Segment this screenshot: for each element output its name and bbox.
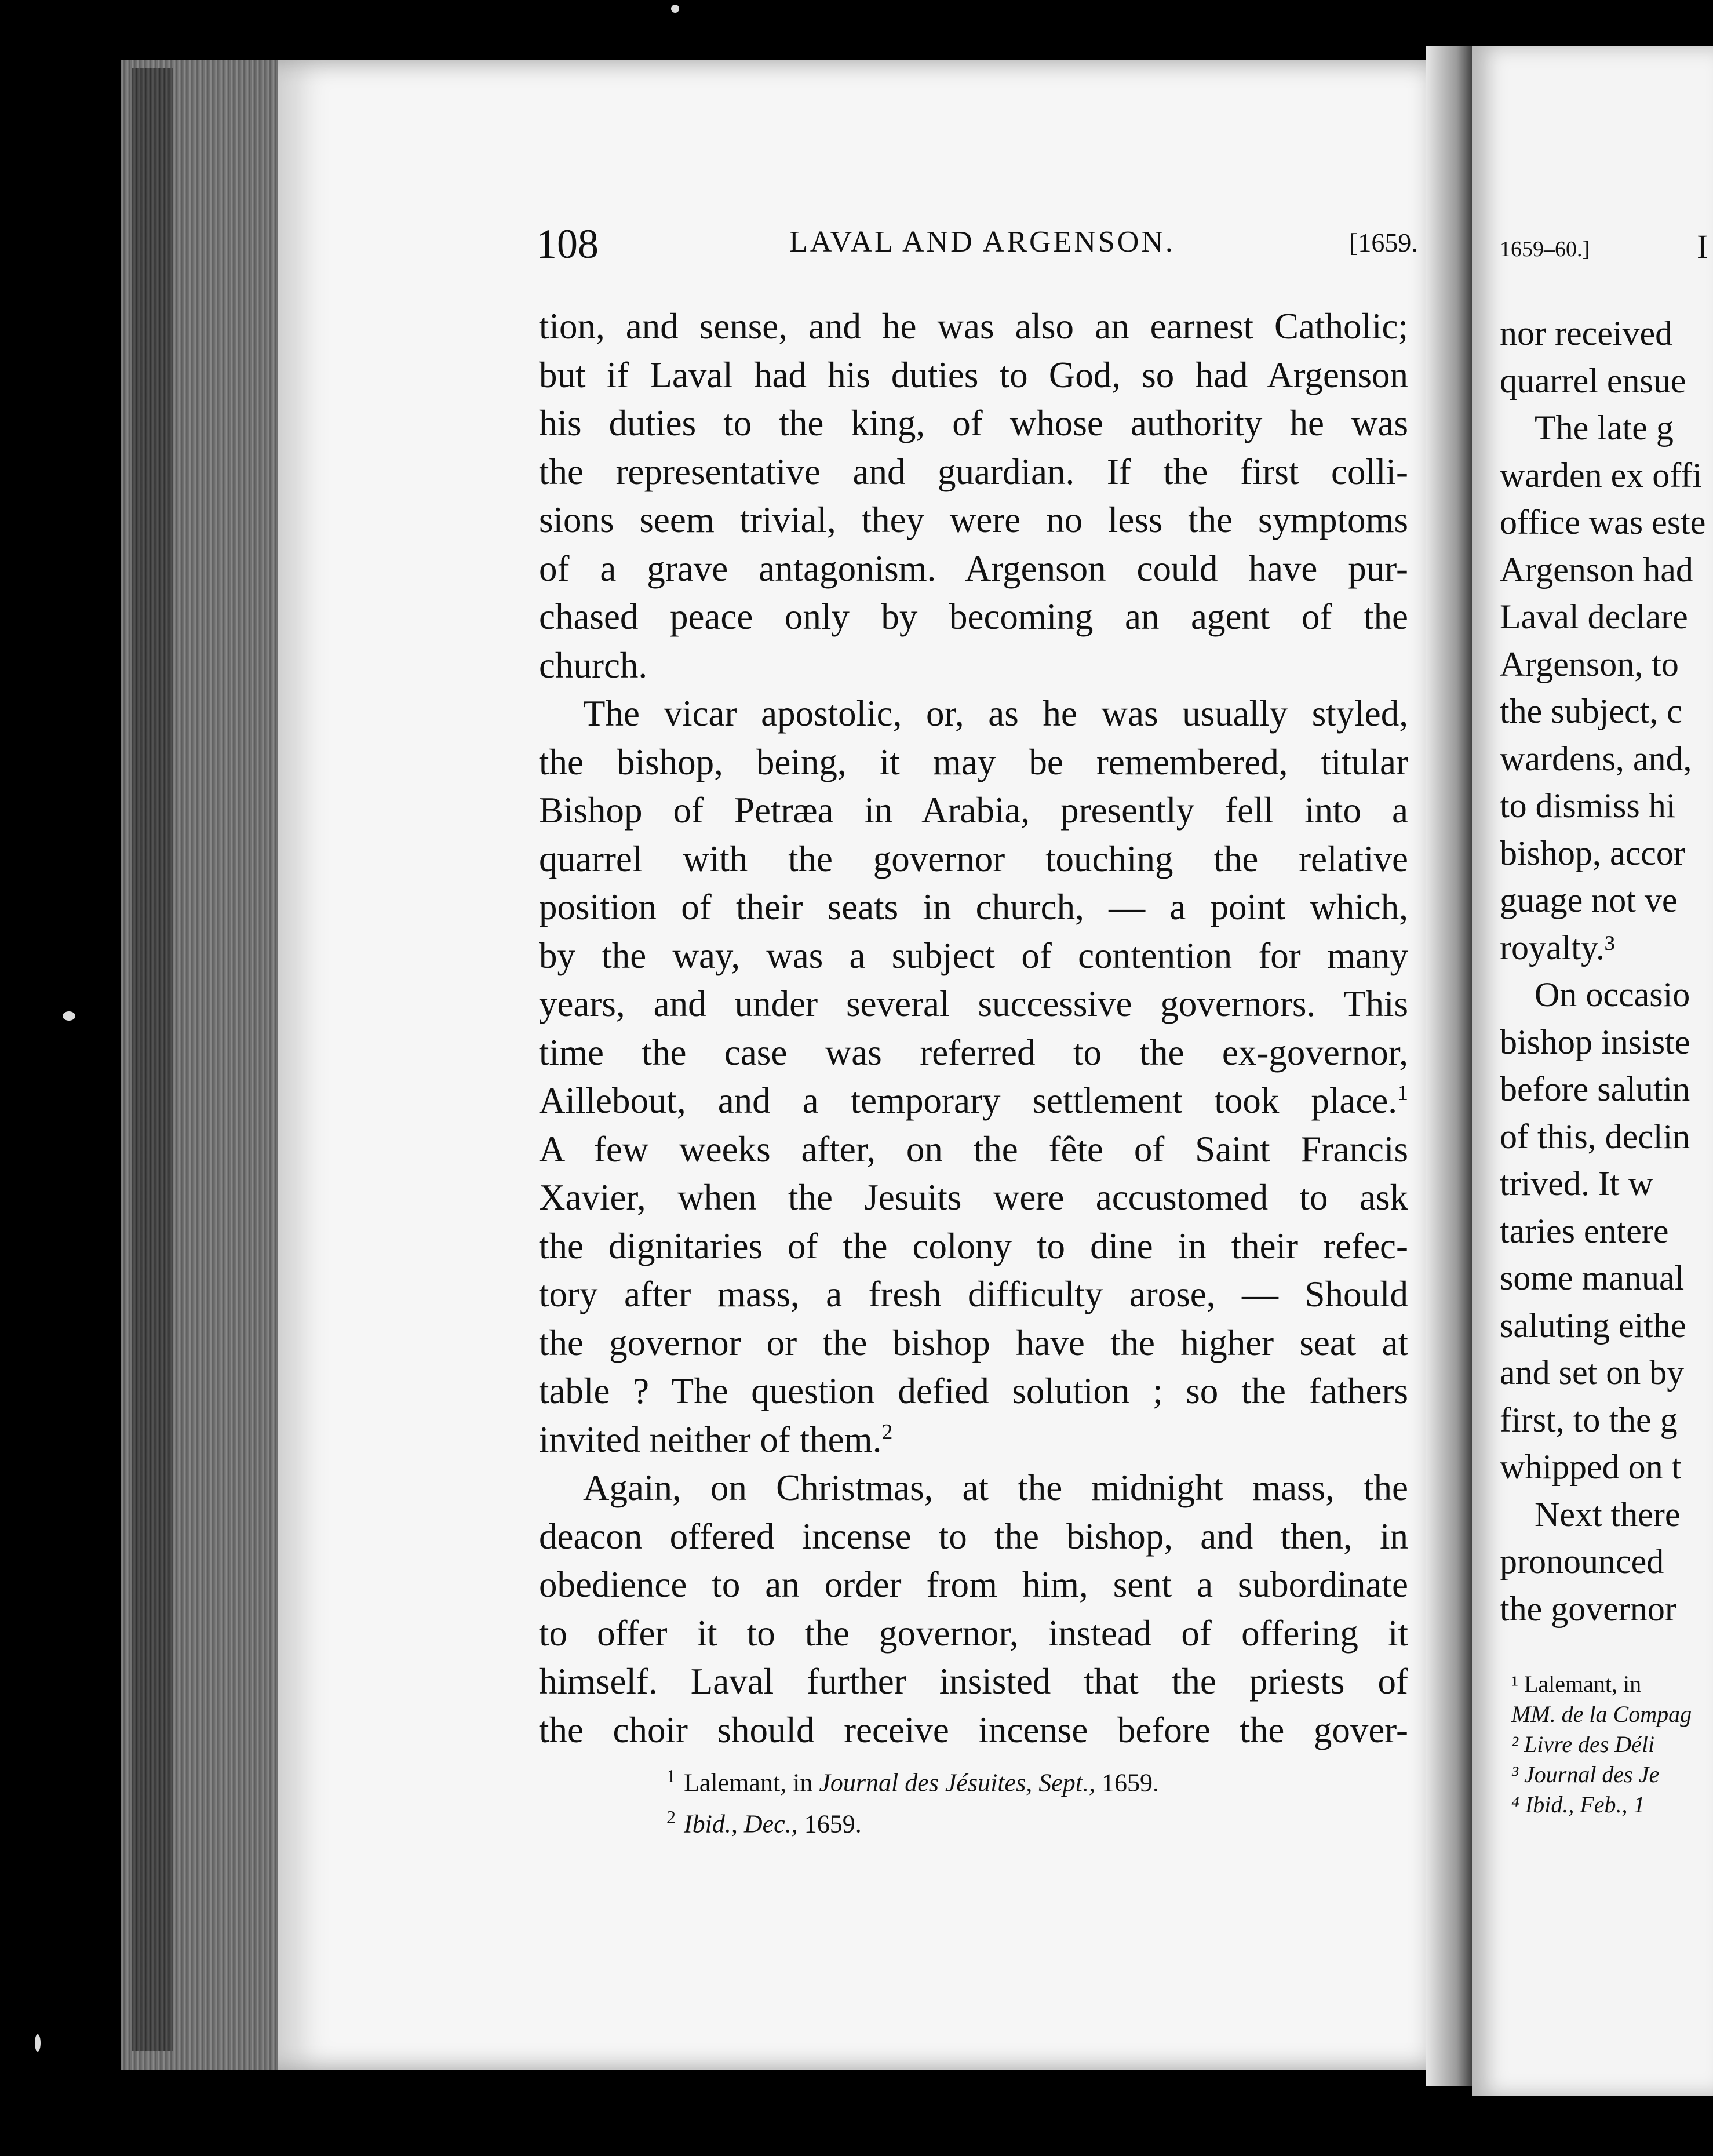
right-page-title-fragment: I bbox=[1697, 228, 1708, 265]
text-line: table ? The question defied solution ; so the fathers bbox=[539, 1371, 1408, 1411]
text-line: of this, declin bbox=[1500, 1117, 1690, 1156]
left-page-body bbox=[539, 303, 1408, 1754]
text-line: tory after mass, a fresh difficulty arose, — Should bbox=[539, 1274, 1408, 1314]
text-line: Aillebout, and a temporary settlement took place. bbox=[539, 1080, 1397, 1121]
text-line: Argenson had bbox=[1500, 550, 1693, 589]
text-line: himself. Laval further insisted that the priests of bbox=[539, 1661, 1408, 1702]
text-line: his duties to the king, of whose authority he was bbox=[539, 403, 1408, 443]
footnote-year: 1659. bbox=[1095, 1768, 1159, 1797]
page-number: 108 bbox=[536, 221, 599, 267]
text-line: nor received bbox=[1500, 314, 1673, 352]
footnote bbox=[666, 1759, 1362, 1800]
text-line: Next there bbox=[1535, 1495, 1681, 1534]
text-line: taries entere bbox=[1500, 1211, 1669, 1250]
text-line: quarrel ensue bbox=[1500, 361, 1686, 400]
text-line: bishop insiste bbox=[1500, 1022, 1690, 1061]
text-line: sions seem trivial, they were no less the symptoms bbox=[539, 500, 1408, 540]
text-line: saluting eithe bbox=[1500, 1306, 1686, 1345]
scan-speck bbox=[63, 1011, 75, 1021]
text-line: obedience to an order from him, sent a subordinate bbox=[539, 1564, 1408, 1605]
text-line: invited neither of them. bbox=[539, 1419, 882, 1460]
right-page-footnotes bbox=[1511, 1669, 1692, 1820]
text-line: to dismiss hi bbox=[1500, 786, 1676, 825]
text-line: position of their seats in church, — a point which, bbox=[539, 887, 1408, 927]
text-line: warden ex offi bbox=[1500, 456, 1702, 494]
right-page-header: 1659–60.] bbox=[1500, 237, 1590, 261]
footnote bbox=[666, 1800, 1362, 1841]
text-line: the choir should receive incense before the gover- bbox=[539, 1709, 1408, 1750]
text-line: Argenson, to bbox=[1500, 644, 1679, 683]
text-line: but if Laval had his duties to God, so had Argenson bbox=[539, 354, 1408, 395]
text-line-with-note bbox=[539, 1416, 1408, 1465]
text-line: Again, on Christmas, at the midnight mass, the bbox=[583, 1467, 1408, 1508]
text-line: the governor bbox=[1500, 1589, 1676, 1628]
footnote-source: Ibid., Dec., bbox=[684, 1809, 798, 1838]
right-page-body bbox=[1500, 310, 1705, 1633]
text-line: The late g bbox=[1535, 409, 1674, 447]
footnotes bbox=[666, 1759, 1362, 1841]
text-line: years, and under several successive governors. This bbox=[539, 984, 1408, 1024]
text-line: Laval declare bbox=[1500, 598, 1688, 636]
text-line: deacon offered incense to the bishop, and then, in bbox=[539, 1516, 1408, 1557]
text-line: some manual bbox=[1500, 1259, 1685, 1297]
footnote: ⁴ Ibid., Feb., 1 bbox=[1511, 1791, 1645, 1818]
text-line: the bishop, being, it may be remembered, titular bbox=[539, 741, 1408, 782]
header-year: [1659. bbox=[1349, 228, 1418, 257]
text-line: the dignitaries of the colony to dine in their refec- bbox=[539, 1225, 1408, 1266]
text-line: time the case was referred to the ex-governor, bbox=[539, 1032, 1408, 1073]
text-line: guage not ve bbox=[1500, 881, 1678, 919]
text-line: church. bbox=[539, 644, 648, 686]
text-line: the subject, c bbox=[1500, 692, 1682, 730]
footnote-text: Lalemant, in bbox=[684, 1768, 819, 1797]
footnote-number: 1 bbox=[666, 1765, 676, 1786]
text-line: A few weeks after, on the fête of Saint Francis bbox=[539, 1128, 1408, 1170]
footnote-number: 2 bbox=[666, 1806, 676, 1827]
note-reference: 1 bbox=[1397, 1081, 1408, 1105]
text-line: royalty.³ bbox=[1500, 928, 1616, 967]
text-line: chased peace only by becoming an agent of the bbox=[539, 596, 1408, 637]
text-line: Xavier, when the Jesuits were accustomed to ask bbox=[539, 1177, 1408, 1218]
text-line: and set on by bbox=[1500, 1353, 1685, 1392]
text-line: to offer it to the governor, instead of offering it bbox=[539, 1612, 1408, 1654]
text-line: tion, and sense, and he was also an earnest Catholic; bbox=[539, 306, 1408, 347]
text-line: first, to the g bbox=[1500, 1400, 1678, 1439]
text-line: The vicar apostolic, or, as he was usually styled, bbox=[583, 693, 1408, 734]
text-line-with-note bbox=[539, 1077, 1408, 1126]
footnote: ¹ Lalemant, in bbox=[1511, 1671, 1642, 1697]
text-line: whipped on t bbox=[1500, 1448, 1682, 1486]
text-line: of a grave antagonism. Argenson could have pur- bbox=[539, 548, 1408, 589]
text-line: pronounced bbox=[1500, 1542, 1664, 1580]
text-line: Bishop of Petræa in Arabia, presently fell into a bbox=[539, 790, 1408, 831]
text-line: the governor or the bishop have the higher seat at bbox=[539, 1322, 1408, 1363]
text-line: office was este bbox=[1500, 503, 1706, 541]
scan-speck bbox=[671, 5, 679, 13]
text-line: the representative and guardian. If the first colli- bbox=[539, 451, 1408, 492]
running-title: LAVAL AND ARGENSON. bbox=[789, 225, 1175, 258]
book-gutter bbox=[1426, 46, 1478, 2086]
footnote-year: 1659. bbox=[797, 1809, 862, 1838]
note-reference: 2 bbox=[881, 1419, 893, 1444]
footnote: ² Livre des Déli bbox=[1511, 1731, 1655, 1757]
scan-speck bbox=[35, 2034, 41, 2052]
text-line: bishop, accor bbox=[1500, 833, 1685, 872]
text-line: wardens, and, bbox=[1500, 739, 1692, 778]
footnote: MM. de la Compag bbox=[1511, 1701, 1692, 1727]
text-line: quarrel with the governor touching the relative bbox=[539, 838, 1408, 879]
text-line: On occasio bbox=[1535, 975, 1690, 1014]
text-line: trived. It w bbox=[1500, 1164, 1653, 1203]
page-edge-shadow bbox=[132, 68, 173, 2051]
text-line: before salutin bbox=[1500, 1070, 1690, 1108]
text-line: by the way, was a subject of contention for many bbox=[539, 935, 1408, 976]
footnote: ³ Journal des Je bbox=[1511, 1761, 1660, 1787]
footnote-source: Journal des Jésuites, Sept., bbox=[819, 1768, 1095, 1797]
